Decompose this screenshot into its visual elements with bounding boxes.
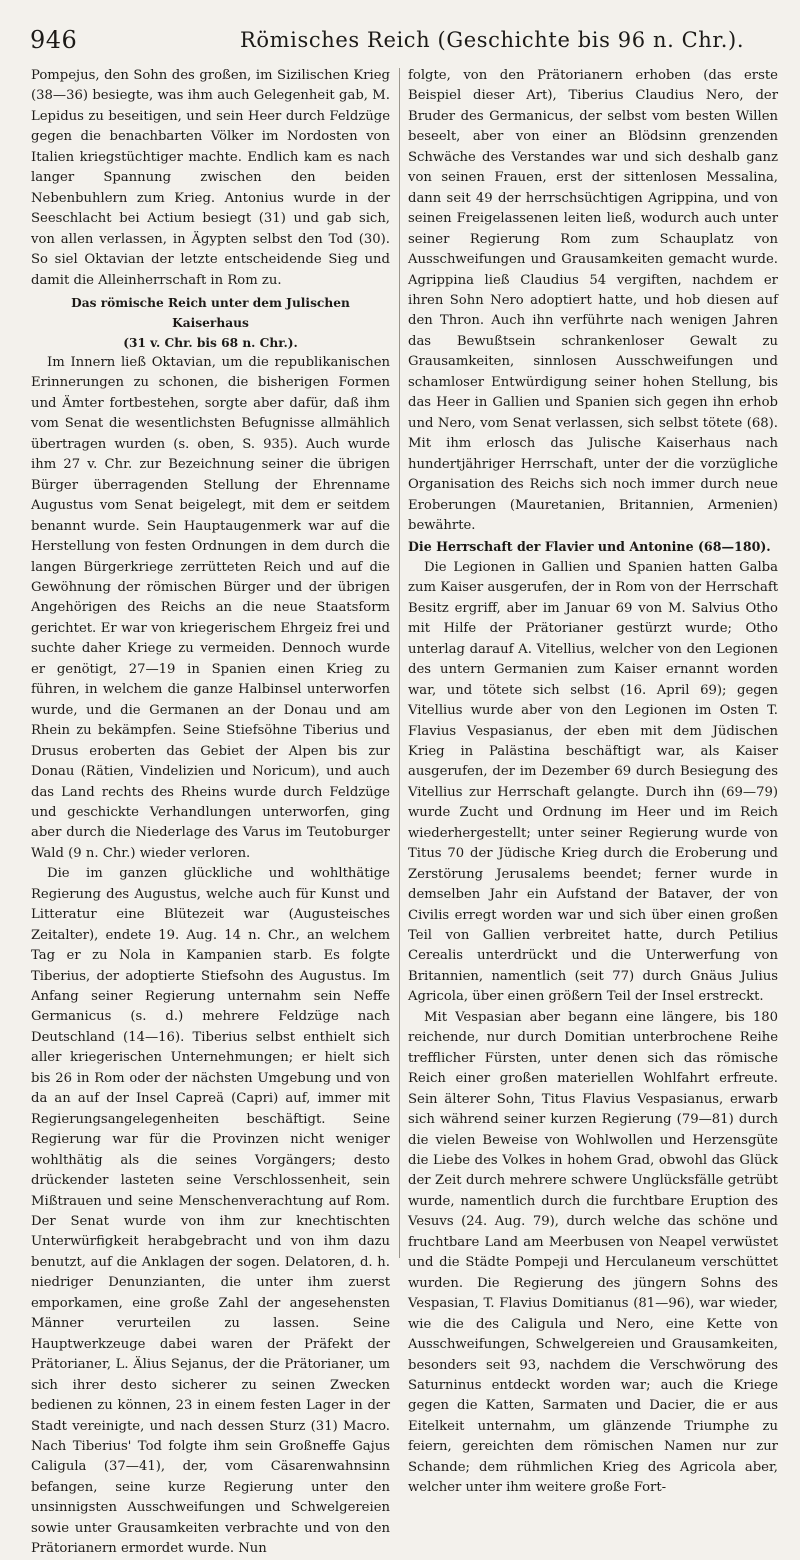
right-paragraph-2: Die Legionen in Gallien und Spanien hatten Galba zum Kaiser ausgerufen, der in Rom von der Herrschaft Besitz ergriff, aber im Januar 69 von M. Salvius Otho mit Hilfe der Prätorianer gestürzt wurde; Otho unterlag darauf A. Vitellius, welcher von den Legionen des untern Germanien zum Kaiser ernannt worden war, und tötete sich selbst (16. April 69); gegen Vitellius wurde aber von den Legionen im Osten T. Flavius Vespasianus, der eben mit dem Jüdischen Krieg in Palästina beschäftigt war, als Kaiser ausgerufen, der im Dezember 69 durch Besiegung des Vitellius zur Herrschaft gelangte. Durch ihn (69—79) wurde Zucht und Ordnung im Heer und im Reich wiederhergestellt; unter seiner Regierung wurde von Titus 70 der Jüdische Krieg durch die Eroberung und Zerstörung Jerusalems beendet; ferner wurde in demselben Jahr ein Aufstand der Bataver, der von Civilis erregt worden war und sich über einen großen Teil von Gallien verbreitet hatte, durch Petilius Cerealis unterdrückt und die Unterwerfung von Britannien, namentlich (seit 77) durch Gnäus Julius Agricola, über einen größern Teil der Insel erstreckt. <box>408 559 778 1005</box>
right-column <box>408 66 778 1499</box>
right-paragraph-3: Mit Vespasian aber begann eine längere, bis 180 reichende, nur durch Domitian unterbrochene Reihe trefflicher Fürsten, unter denen sich das römische Reich einer großen materiellen Wohlfahrt erfreute. Sein älterer Sohn, Titus Flavius Vespasianus, erwarb sich während seiner kurzen Regierung (79—81) durch die vielen Beweise von Wohlwollen und Herzensgüte die Liebe des Volkes in hohem Grad, obwohl das Glück der Zeit durch mehrere schwere Unglücksfälle getrübt wurde, namentlich durch die furchtbare Eruption des Vesuvs (24. Aug. 79), durch welche das schöne und fruchtbare Land am Meerbusen von Neapel verwüstet und die Städte Pompeji und Herculaneum verschüttet wurden. Die Regierung des jüngern Sohns des Vespasian, T. Flavius Domitianus (81—96), war wieder, wie die des Caligula und Nero, eine Kette von Ausschweifungen, Schwelgereien und Grausamkeiten, besonders seit 93, nachdem die Verschwörung des Saturninus entdeckt worden war; auch die Kriege gegen die Katten, Sarmaten und Dacier, die er aus Eitelkeit unternahm, um glänzende Triumphe zu feiern, gereichten dem römischen Namen nur zur Schande; dem rühmlichen Krieg des Agricola aber, welcher unter ihm weitere große Fort- <box>408 1009 778 1496</box>
left-paragraph-3: Die im ganzen glückliche und wohlthätige Regierung des Augustus, welche auch für Kunst und Litteratur eine Blütezeit war (Augusteisches Zeitalter), endete 19. Aug. 14 n. Chr., an welchem Tag er zu Nola in Kampanien starb. Es folgte Tiberius, der adoptierte Stiefsohn des Augustus. Im Anfang seiner Regierung unternahm sein Neffe Germanicus (s. d.) mehrere Feldzüge nach Deutschland (14—16). Tiberius selbst enthielt sich aller kriegerischen Unternehmungen; er hielt sich bis 26 in Rom oder der nächsten Umgebung und von da an auf der Insel Capreä (Capri) auf, immer mit Regierungsangelegenheiten beschäftigt. Seine Regierung war für die Provinzen nicht weniger wohlthätig als die seines Vorgängers; desto drückender lasteten seine Verschlossenheit, sein Mißtrauen und seine Menschenverachtung auf Rom. Der Senat wurde von ihm zur knechtischten Unterwürfigkeit herabgebracht und von ihm dazu benutzt, auf die Anklagen der sogen. Delatoren, d. h. niedriger Denunzianten, die unter ihm zuerst emporkamen, eine große Zahl der angesehensten Männer verurteilen zu lassen. Seine Hauptwerkzeuge dabei waren der Präfekt der Prätorianer, L. Älius Sejanus, der die Prätorianer, um sich ihrer desto sicherer zu seinen Zwecken bedienen zu können, 23 in einem festen Lager in der Stadt vereinigte, und nach dessen Sturz (31) Macro. Nach Tiberius' Tod folgte ihm sein Großneffe Gajus Caligula (37—41), der, vom Cäsarenwahnsinn befangen, seine kurze Regierung unter den unsinnigsten Ausschweifungen und Schwelgereien sowie unter Grausamkeiten verbrachte und von den Prätorianern ermordet wurde. Nun <box>31 866 390 1557</box>
section-heading-julian-title: Das römische Reich unter dem Julischen Kaiserhaus <box>71 295 350 330</box>
page-header <box>30 26 778 62</box>
right-paragraph-1: folgte, von den Prätorianern erhoben (das erste Beispiel dieser Art), Tiberius Claudius Nero, der Bruder des Germanicus, der selbst vom besten Willen beseelt, aber von einer an Blödsinn grenzenden Schwäche des Verstandes war und sich deshalb ganz von seinen Frauen, erst der sittenlosen Messalina, dann seit 49 der herrschsüchtigen Agrippina, und von seinen Freigelassenen leiten ließ, wodurch auch unter seiner Regierung Rom zum Schauplatz von Ausschweifungen und Grausamkeiten gemacht wurde. Agrippina ließ Claudius 54 vergiften, nachdem er ihren Sohn Nero adoptiert hatte, und hob diesen auf den Thron. Auch ihn verführte nach wenigen Jahren das Bewußtsein schrankenloser Gewalt zu Grausamkeiten, sinnlosen Ausschweifungen und schamloser Entwürdigung seiner hohen Stellung, bis das Heer in Gallien und Spanien sich gegen ihn erhob und Nero, vom Senat verlassen, sich selbst tötete (68). Mit ihm erlosch das Julische Kaiserhaus nach hundertjähriger Herrschaft, unter der die vorzügliche Organisation des Reichs sich noch immer durch neue Eroberungen (Mauretanien, Britannien, Armenien) bewährte. <box>408 68 778 533</box>
left-paragraph-1: Pompejus, den Sohn des großen, im Sizilischen Krieg (38—36) besiegte, was ihm auch Gelegenheit gab, M. Lepidus zu beseitigen, und sein Heer durch Feldzüge gegen die benachbarten Völker im Nordosten von Italien kriegstüchtiger machte. Endlich kam es nach langer Spannung zwischen den beiden Nebenbuhlern zum Krieg. Antonius wurde in der Seeschlacht bei Actium besiegt (31) und gab sich, von allen verlassen, in Ägypten selbst den Tod (30). So siel Oktavian der letzte entscheidende Sieg und damit die Alleinherrschaft in Rom zu. <box>31 68 390 288</box>
section-heading-julian-dates: (31 v. Chr. bis 68 n. Chr.). <box>123 335 298 350</box>
section-heading-julian <box>31 293 390 353</box>
left-paragraph-2: Im Innern ließ Oktavian, um die republikanischen Erinnerungen zu schonen, die bisherigen Formen und Ämter fortbestehen, sorgte aber dafür, daß ihm vom Senat die wesentlichsten Befugnisse allmählich übertragen wurden (s. oben, S. 935). Auch wurde ihm 27 v. Chr. zur Bezeichnung seiner die übrigen Bürger überragenden Stellung der Ehrenname Augustus vom Senat beigelegt, mit dem er seitdem benannt wurde. Sein Hauptaugenmerk war auf die Herstellung von festen Ordnungen in dem durch die langen Bürgerkriege zerrütteten Reich und auf die Gewöhnung der römischen Bürger und der übrigen Angehörigen des Reichs an die neue Staatsform gerichtet. Er war von kriegerischem Ehrgeiz frei und suchte daher Kriege zu vermeiden. Dennoch wurde er genötigt, 27—19 in Spanien einen Krieg zu führen, in welchem die ganze Halbinsel unterworfen wurde, und die Germanen an der Donau und am Rhein zu bekämpfen. Seine Stiefsöhne Tiberius und Drusus eroberten das Gebiet der Alpen bis zur Donau (Rätien, Vindelizien und Noricum), und auch das Land rechts des Rheins wurde durch Feldzüge und geschickte Verhandlungen unterworfen, ging aber durch die Niederlage des Varus im Teutoburger Wald (9 n. Chr.) wieder verloren. <box>31 354 390 861</box>
column-divider <box>399 68 400 1258</box>
running-head: Römisches Reich (Geschichte bis 96 n. Chr.). <box>240 28 745 52</box>
page-number: 946 <box>30 26 78 54</box>
section-heading-flavian: Die Herrschaft der Flavier und Antonine (68—180). <box>408 539 771 555</box>
left-column <box>31 66 390 1560</box>
